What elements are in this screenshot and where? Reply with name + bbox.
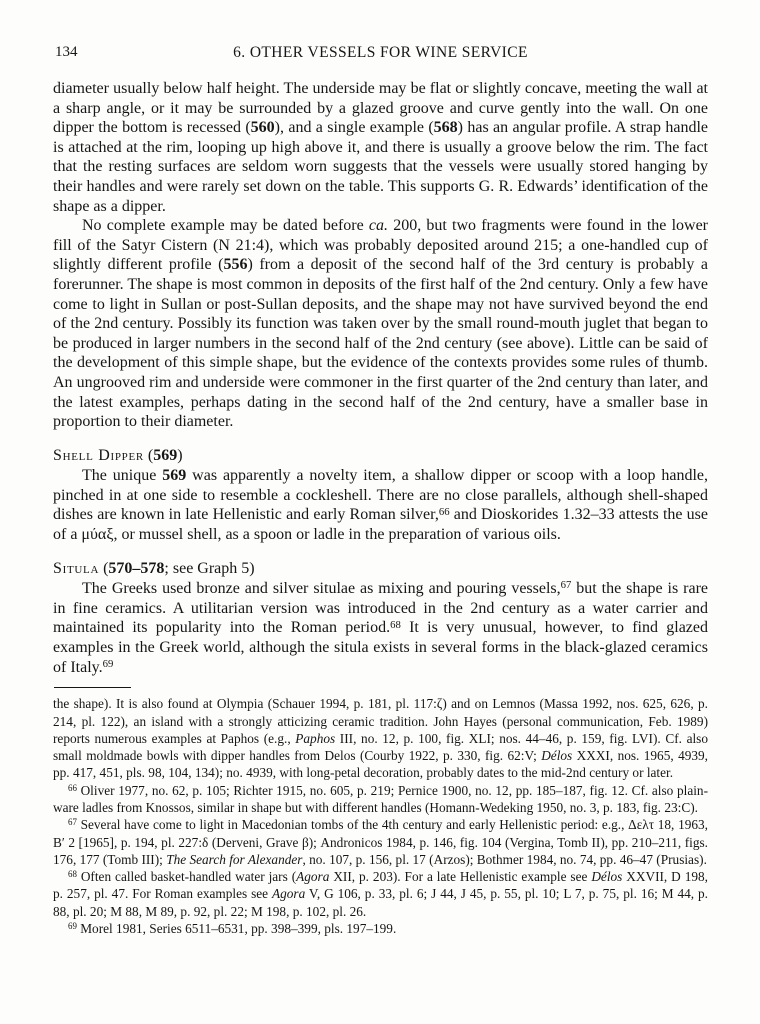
text-run: but the shape is rare in fine ceramics. A utilitarian version was introduced in the 2nd century as a water carrier and maintained its popularity into the Roman period. [53,580,708,637]
footnote-ref: 66 [68,782,77,793]
footnote-ref: 68 [390,618,401,631]
text-run: The Greeks used bronze and silver situlae as mixing and pouring vessels, [82,580,561,598]
text-run: Délos [541,748,573,764]
footnote-ref: 67 [68,817,77,828]
footnote-69 [53,920,708,937]
text-run: The Search for Alexander [166,851,303,867]
text-run: The unique [82,467,163,485]
text-run: 570–578 [108,559,165,577]
page-number: 134 [55,44,78,60]
text-run: ; see Graph 5) [164,559,255,577]
text-run: 560 [250,119,275,137]
text-run: Often called basket-handled water jars ( [76,869,297,885]
text-run: Morel 1981, Series 6511–6531, pp. 398–399, pls. 197–199. [76,921,397,937]
footnote-ref: 67 [560,579,572,592]
footnote-ref: 69 [102,657,114,670]
text-run: the shape). It is also found at Olympia (Schauer 1994, p. 181, pl. 117:ζ) and on Lemnos (Massa 1992, nos. 625, 626, p. 214, pl. 122), an island with a strongly atticizing ceramic tradition. John Hayes (personal communication, Feb. 1989) reports numerous examples at Paphos (e.g., [53,696,708,746]
paragraph-situla [53,579,708,677]
footnote-66 [53,782,708,817]
footnotes-section [53,695,708,937]
text-run: and Dioskorides 1.32–33 attests the use of a μύαξ, or mussel shell, as a spoon or ladle in the preparation of various oils. [53,506,709,544]
footnote-67 [53,816,708,868]
paragraph-dipper-chronology [53,216,708,432]
footnote-ref: 66 [438,505,450,518]
text-run: III, no. 12, p. 100, fig. XLI; nos. 44–46, p. 159, fig. LVI). Cf. also small moldmade bowls with dipper handles from Delos (Courby 1922, p. 330, fig. 62:V; [53,730,708,764]
text-run: XXXI, nos. 1965, 4939, pp. 417, 451, pls. 98, 104, 134); no. 4939, with long-petal decoration, probably dates to the mid-2nd century or later. [53,748,708,781]
footnote-divider [54,687,131,688]
text-run: 568 [433,119,458,137]
text-run: ( [143,446,154,464]
paragraph-shell-dipper [53,466,708,544]
text-run: Délos [591,869,623,885]
text-run: Agora [296,869,330,885]
footnote-ref: 69 [68,921,77,932]
text-run: was apparently a novelty item, a shallow dipper or scoop with a loop handle, pinched in at one side to resemble a cockleshell. There are no close parallels, although shell-shaped dishes are known in late Hellenistic and early Roman silver, [53,467,709,524]
text-run: Several have come to light in Macedonian tombs of the 4th century and early Hellenistic period: e.g., Δελτ 18, 1963, Β′ 2 [1965], p. 194, pl. 227:δ (Derveni, Grave β); Andronicos 1984, p. 146, fig. 104 (Vergina, Tomb II), pp. 210–211, figs. 176, 177 (Tomb III); [53,817,708,867]
text-run: It is very unusual, however, to find glazed examples in the Greek world, although the situla exists in several forms in the black-glazed ceramics of Italy. [53,619,708,676]
text-run: 569 [153,446,178,464]
text-run: 569 [162,467,187,485]
text-run: XII, p. 203). For a late Hellenistic example see [329,869,592,885]
text-run: V, G 106, p. 33, pl. 6; J 44, J 45, p. 55, pl. 10; L 7, p. 75, pl. 16; M 44, p. 88, pl. 20; M 88, M 89, p. 92, pl. 22; M 198, p. 102, pl. 26. [53,886,708,919]
footnote-65-continuation [53,695,708,781]
text-run: diameter usually below half height. The underside may be flat or slightly concave, meeting the wall at a sharp angle, or it may be surrounded by a glazed groove and curve gently into the wall. On one dipper the bottom is recessed ( [53,80,708,137]
text-run: No complete example may be dated before [82,217,369,235]
body-text [53,79,708,677]
page-header [53,44,708,62]
text-run: ) has an angular profile. A strap handle is attached at the rim, looping up high above it, and there is usually a groove below the rim. The fact that the resting surfaces are seldom worn suggests that the vessels were usually stored hanging by their handles and were rarely set down on the table. This supports G. R. Edwards’ identification of the shape as a dipper. [53,119,708,215]
text-run: Paphos [295,730,336,746]
text-run: Agora [272,886,306,902]
footnote-68 [53,868,708,920]
text-run: ( [99,559,109,577]
footnote-ref: 68 [68,869,77,880]
text-run: ), and a single example ( [274,119,434,137]
text-run: 200, but two fragments were found in the lower fill of the Satyr Cistern (N 21:4), which was probably deposited around 215; a one-handled cup of slightly different profile ( [53,217,709,274]
section-heading-shell-dipper [53,446,708,466]
text-run: ) [177,446,183,464]
text-run: 556 [223,256,248,274]
section-heading-situla [53,559,708,579]
text-run: Situla [53,559,100,577]
text-run: ) from a deposit of the second half of the 3rd century is probably a forerunner. The shape is most common in deposits of the first half of the 2nd century. Only a few have come to light in Sullan or post-Sullan deposits, and the shape may not have survived beyond the end of the 2nd century. Possibly its function was taken over by the small round-mouth juglet that began to be produced in larger numbers in the second half of the 2nd century (see above). Little can be said of the development of this simple shape, but the evidence of the contexts provides some rules of thumb. An ungrooved rim and underside were commoner in the first quarter of the 2nd century than later, and the latest examples, perhaps dating in the second half of the 2nd century, have a smaller base in proportion to their diameter. [53,256,708,431]
text-run: ca. [368,217,389,235]
paragraph-dipper-description [53,79,708,216]
text-run: Shell Dipper [53,446,144,464]
running-head: 6. OTHER VESSELS FOR WINE SERVICE [233,44,528,61]
text-run: XXVII, D 198, p. 257, pl. 47. For Roman examples see [53,869,708,902]
text-run: , no. 107, p. 156, pl. 17 (Arzos); Bothmer 1984, no. 74, pp. 46–47 (Prusias). [302,851,707,867]
text-run: Oliver 1977, no. 62, p. 105; Richter 1915, no. 605, p. 219; Pernice 1900, no. 12, pp. 185–187, fig. 12. Cf. also plain-ware ladles from Knossos, similar in shape but with different handles (Homann-Wedeking 1950, no. 3, p. 183, fig. 23:C). [53,782,708,815]
